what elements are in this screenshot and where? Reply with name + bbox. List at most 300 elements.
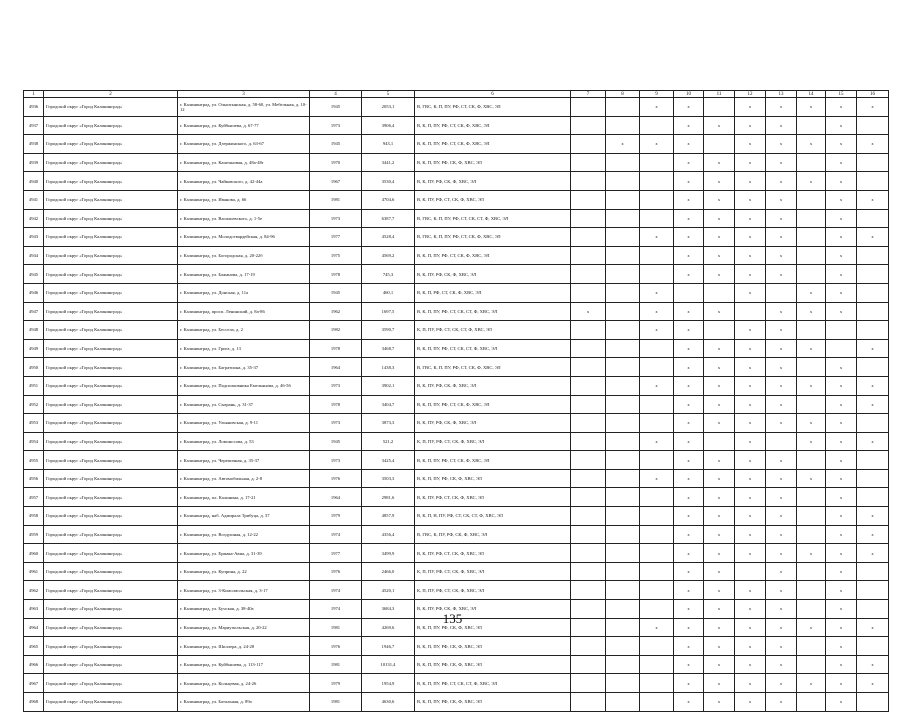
mark-col-7 [571, 581, 606, 600]
mark-col-7 [571, 655, 606, 674]
mark-col-9 [640, 190, 674, 209]
mark-col-11: x [704, 116, 735, 135]
mark-col-12: x [735, 451, 766, 470]
year-cell: 1964 [310, 488, 362, 507]
mark-col-16: x [857, 655, 889, 674]
table-row [24, 339, 889, 358]
mark-col-13: x [766, 507, 797, 526]
row-number: 4943 [24, 228, 44, 247]
mark-col-12: x [735, 265, 766, 284]
mark-col-16 [857, 693, 889, 712]
year-cell: 1982 [310, 321, 362, 340]
row-number: 4960 [24, 544, 44, 563]
area-cell: 2981,6 [362, 488, 415, 507]
row-number: 4951 [24, 376, 44, 395]
mark-col-15: x [826, 693, 857, 712]
row-number: 4955 [24, 451, 44, 470]
mark-col-7 [571, 116, 606, 135]
mark-col-14 [797, 581, 826, 600]
mark-col-15: x [826, 265, 857, 284]
row-number: 4940 [24, 172, 44, 191]
area-cell: 4356,4 [362, 525, 415, 544]
mark-col-15: x [826, 488, 857, 507]
row-number: 4959 [24, 525, 44, 544]
mark-col-11: x [704, 600, 735, 619]
mark-col-15: x [826, 581, 857, 600]
area-cell: 4520,1 [362, 581, 415, 600]
mark-col-11: x [704, 228, 735, 247]
mark-col-7 [571, 153, 606, 172]
mark-col-8 [606, 693, 640, 712]
table-row [24, 655, 889, 674]
year-cell: 1962 [310, 302, 362, 321]
year-cell: 1978 [310, 265, 362, 284]
municipality-cell: Городской округ «Город Калининград» [44, 432, 178, 451]
address-cell: г. Калининград, ул. Васильевского, д. 1-5е [178, 209, 310, 228]
municipality-cell: Городской округ «Город Калининград» [44, 581, 178, 600]
mark-col-12: x [735, 618, 766, 637]
mark-col-16: x [857, 228, 889, 247]
area-cell: 3503,3 [362, 469, 415, 488]
municipality-cell: Городской округ «Город Калининград» [44, 693, 178, 712]
mark-col-10: x [674, 414, 704, 433]
area-cell: 3499,9 [362, 544, 415, 563]
mark-col-12: x [735, 414, 766, 433]
address-cell: г. Калининград, ул. Ермака-Авиа, д. 31-39 [178, 544, 310, 563]
mark-col-16: x [857, 507, 889, 526]
column-number: 14 [797, 91, 826, 98]
row-number: 4964 [24, 618, 44, 637]
mark-col-16 [857, 469, 889, 488]
area-cell: 4630,6 [362, 693, 415, 712]
mark-col-10: x [674, 321, 704, 340]
mark-col-12 [735, 562, 766, 581]
mark-col-9 [640, 693, 674, 712]
mark-col-14 [797, 693, 826, 712]
year-cell: 1975 [310, 246, 362, 265]
mark-col-9 [640, 209, 674, 228]
mark-col-14: x [797, 283, 826, 302]
address-cell: г. Калининград, ул. 3-Комсомольская, д. 3-17 [178, 581, 310, 600]
municipality-cell: Городской округ «Город Калининград» [44, 544, 178, 563]
table-row [24, 116, 889, 135]
mark-col-15: x [826, 190, 857, 209]
mark-col-9 [640, 562, 674, 581]
mark-col-12: x [735, 321, 766, 340]
mark-col-14: x [797, 302, 826, 321]
mark-col-13: x [766, 637, 797, 656]
row-number: 4937 [24, 116, 44, 135]
year-cell: 1976 [310, 469, 362, 488]
mark-col-14 [797, 507, 826, 526]
table-row [24, 135, 889, 154]
mark-col-11: x [704, 674, 735, 693]
mark-col-11: x [704, 507, 735, 526]
mark-col-13: x [766, 414, 797, 433]
table-row [24, 209, 889, 228]
mark-col-7 [571, 228, 606, 247]
mark-col-9: x [640, 228, 674, 247]
mark-col-8 [606, 190, 640, 209]
mark-col-14 [797, 321, 826, 340]
mark-col-8: x [606, 135, 640, 154]
address-cell: г. Калининград, ул. Грига, д. 13 [178, 339, 310, 358]
column-number: 16 [857, 91, 889, 98]
mark-col-9 [640, 414, 674, 433]
mark-col-13: x [766, 618, 797, 637]
mark-col-9 [640, 339, 674, 358]
mark-col-15: x [826, 674, 857, 693]
mark-col-11: x [704, 302, 735, 321]
table-row [24, 265, 889, 284]
mark-col-11 [704, 432, 735, 451]
mark-col-11: x [704, 265, 735, 284]
mark-col-15: x [826, 116, 857, 135]
mark-col-14: x [797, 339, 826, 358]
mark-col-13 [766, 432, 797, 451]
column-number: 15 [826, 91, 857, 98]
mark-col-15 [826, 339, 857, 358]
table-row [24, 414, 889, 433]
mark-col-11 [704, 283, 735, 302]
mark-col-13: x [766, 246, 797, 265]
column-number: 12 [735, 91, 766, 98]
mark-col-15: x [826, 302, 857, 321]
address-cell: г. Калининград, ул. Ольштынская, д. 58-60, ул. Мебельная, д. 10-12 [178, 98, 310, 117]
mark-col-13: x [766, 98, 797, 117]
mark-col-7 [571, 432, 606, 451]
work-types-cell: В, ГВС, К, П, ПУ, РФ, СТ, СК, Ф, ХВС, ЭЛ [415, 358, 571, 377]
mark-col-14 [797, 358, 826, 377]
mark-col-15 [826, 321, 857, 340]
address-cell: г. Калининград, ул. Бучская, д. 38-40а [178, 600, 310, 619]
area-cell: 745,3 [362, 265, 415, 284]
mark-col-15: x [826, 618, 857, 637]
mark-col-16: x [857, 674, 889, 693]
mark-col-8 [606, 302, 640, 321]
area-cell: 3590,7 [362, 321, 415, 340]
mark-col-8 [606, 283, 640, 302]
mark-col-14 [797, 116, 826, 135]
mark-col-11: x [704, 339, 735, 358]
mark-col-11: x [704, 451, 735, 470]
address-cell: г. Калининград, ул. Ломоносова, д. 53 [178, 432, 310, 451]
mark-col-8 [606, 488, 640, 507]
municipality-cell: Городской округ «Город Калининград» [44, 321, 178, 340]
mark-col-7 [571, 469, 606, 488]
column-number: 7 [571, 91, 606, 98]
area-cell: 3684,3 [362, 600, 415, 619]
mark-col-11: x [704, 544, 735, 563]
mark-col-10: x [674, 209, 704, 228]
column-number: 3 [178, 91, 310, 98]
address-cell: г. Калининград, ул. Шиллера, д. 24-28 [178, 637, 310, 656]
mark-col-15: x [826, 600, 857, 619]
row-number: 4958 [24, 507, 44, 526]
year-cell: 1981 [310, 190, 362, 209]
mark-col-11: x [704, 172, 735, 191]
mark-col-13: x [766, 135, 797, 154]
mark-col-16: x [857, 395, 889, 414]
work-types-cell: К, П, ПУ, РФ, СТ, СК, СТ, Ф, ХВС, ЭЛ [415, 321, 571, 340]
mark-col-10: x [674, 246, 704, 265]
year-cell: 1973 [310, 376, 362, 395]
mark-col-13: x [766, 395, 797, 414]
mark-col-10: x [674, 655, 704, 674]
mark-col-7 [571, 376, 606, 395]
municipality-cell: Городской округ «Город Калининград» [44, 153, 178, 172]
column-number: 6 [415, 91, 571, 98]
mark-col-9 [640, 358, 674, 377]
area-cell: 2053,1 [362, 98, 415, 117]
mark-col-13: x [766, 451, 797, 470]
mark-col-16 [857, 414, 889, 433]
year-cell: 1945 [310, 283, 362, 302]
row-number: 4952 [24, 395, 44, 414]
mark-col-16 [857, 488, 889, 507]
work-types-cell: В, К, П, ПУ, РФ, СК, Ф, ХВС, ЭЛ [415, 637, 571, 656]
mark-col-12: x [735, 507, 766, 526]
mark-col-10: x [674, 507, 704, 526]
mark-col-12: x [735, 395, 766, 414]
year-cell: 1945 [310, 135, 362, 154]
table-row [24, 507, 889, 526]
row-number: 4948 [24, 321, 44, 340]
mark-col-14: x [797, 618, 826, 637]
mark-col-12: x [735, 581, 766, 600]
mark-col-16 [857, 358, 889, 377]
mark-col-12: x [735, 525, 766, 544]
year-cell: 1977 [310, 544, 362, 563]
mark-col-9 [640, 451, 674, 470]
address-cell: г. Калининград, ул. Чайковского, д. 42-44а [178, 172, 310, 191]
address-cell: г. Калининград, ул. Кольцевая, д. 24-26 [178, 674, 310, 693]
mark-col-9: x [640, 376, 674, 395]
work-types-cell: В, К, ПУ, РФ, СТ, СК, Ф, ХВС, ЭЛ [415, 488, 571, 507]
page-number: 135 [442, 611, 463, 626]
mark-col-12: x [735, 358, 766, 377]
address-cell: г. Калининград, ул. Куйбышева, д. 113-117 [178, 655, 310, 674]
mark-col-16: x [857, 432, 889, 451]
row-number: 4968 [24, 693, 44, 712]
address-cell: г. Калининград, ул. Черепичная, д. 35-37 [178, 451, 310, 470]
mark-col-7 [571, 451, 606, 470]
table-row [24, 190, 889, 209]
municipality-cell: Городской округ «Город Калининград» [44, 246, 178, 265]
work-types-cell: В, ГВС, К, П, ПУ, РФ, СТ, СК, Ф, ХВС, ЭЛ [415, 98, 571, 117]
mark-col-7 [571, 525, 606, 544]
mark-col-8 [606, 376, 640, 395]
year-cell: 1973 [310, 209, 362, 228]
mark-col-13: x [766, 525, 797, 544]
mark-col-14: x [797, 544, 826, 563]
work-types-cell: В, К, П, ПУ, РФ, СТ, СК, Ф, ХВС, ЭЛ [415, 116, 571, 135]
address-cell: г. Калининград, ул. Бессела, д. 2 [178, 321, 310, 340]
municipality-cell: Городской округ «Город Калининград» [44, 674, 178, 693]
row-number: 4965 [24, 637, 44, 656]
mark-col-14: x [797, 135, 826, 154]
mark-col-13: x [766, 116, 797, 135]
mark-col-11: x [704, 693, 735, 712]
area-cell: 4704,6 [362, 190, 415, 209]
work-types-cell: В, К, ПУ, РФ, СТ, СК, Ф, ХВС, ЭЛ [415, 544, 571, 563]
mark-col-14: x [797, 414, 826, 433]
work-types-cell: В, ГВС, К, П, ПУ, РФ, СТ, СК, СТ, Ф, ХВС, ЭЛ [415, 209, 571, 228]
mark-col-13: x [766, 376, 797, 395]
mark-col-9: x [640, 135, 674, 154]
mark-col-10: x [674, 693, 704, 712]
mark-col-14 [797, 655, 826, 674]
mark-col-14 [797, 246, 826, 265]
address-cell: г. Калининград, ул. Подполковника Емельянова, д. 46-56 [178, 376, 310, 395]
mark-col-12: x [735, 637, 766, 656]
mark-col-8 [606, 525, 640, 544]
table-row [24, 358, 889, 377]
mark-col-14: x [797, 98, 826, 117]
mark-col-11: x [704, 153, 735, 172]
area-cell: 4528,4 [362, 228, 415, 247]
mark-col-14: x [797, 172, 826, 191]
mark-col-8 [606, 339, 640, 358]
mark-col-10: x [674, 302, 704, 321]
column-number-row [24, 91, 889, 98]
work-types-cell: В, К, П, ПУ, РФ, СК, Ф, ХВС, ЭЛ [415, 153, 571, 172]
mark-col-7 [571, 562, 606, 581]
mark-col-10: x [674, 600, 704, 619]
mark-col-10: x [674, 525, 704, 544]
mark-col-10: x [674, 172, 704, 191]
year-cell: 1945 [310, 98, 362, 117]
mark-col-9 [640, 655, 674, 674]
mark-col-7 [571, 246, 606, 265]
work-types-cell: В, К, ПУ, РФ, СК, Ф, ХВС, ЭЛ [415, 600, 571, 619]
work-types-cell: В, К, П, ПУ, РФ, СТ, СК, СТ, Ф, ХВС, ЭЛ [415, 674, 571, 693]
table-row [24, 376, 889, 395]
mark-col-12: x [735, 544, 766, 563]
mark-col-16 [857, 283, 889, 302]
area-cell: 10131,4 [362, 655, 415, 674]
mark-col-13: x [766, 172, 797, 191]
mark-col-15: x [826, 655, 857, 674]
work-types-cell: В, К, ПУ, РФ, СК, Ф, ХВС, ЭЛ [415, 376, 571, 395]
year-cell: 1973 [310, 414, 362, 433]
mark-col-16: x [857, 339, 889, 358]
address-cell: г. Калининград, ул. Куприна, д. 22 [178, 562, 310, 581]
work-types-cell: В, К, П, ПУ, РФ, СК, Ф, ХВС, ЭЛ [415, 469, 571, 488]
mark-col-15: x [826, 562, 857, 581]
mark-col-8 [606, 358, 640, 377]
mark-col-8 [606, 98, 640, 117]
mark-col-7 [571, 507, 606, 526]
area-cell: 3873,3 [362, 414, 415, 433]
mark-col-8 [606, 321, 640, 340]
area-cell: 4269,6 [362, 618, 415, 637]
mark-col-10: x [674, 339, 704, 358]
mark-col-16 [857, 265, 889, 284]
mark-col-15: x [826, 358, 857, 377]
table-row [24, 432, 889, 451]
area-cell: 4857,9 [362, 507, 415, 526]
mark-col-13: x [766, 153, 797, 172]
mark-col-8 [606, 507, 640, 526]
year-cell: 1979 [310, 507, 362, 526]
mark-col-8 [606, 395, 640, 414]
mark-col-10: x [674, 376, 704, 395]
work-types-cell: В, К, ПУ, РФ, СК, Ф, ХВС, ЭЛ [415, 265, 571, 284]
table-row [24, 562, 889, 581]
table-row [24, 469, 889, 488]
mark-col-7 [571, 283, 606, 302]
year-cell: 1976 [310, 637, 362, 656]
mark-col-15: x [826, 283, 857, 302]
mark-col-13: x [766, 321, 797, 340]
mark-col-9 [640, 507, 674, 526]
address-cell: г. Калининград, пл. Калинина, д. 17-21 [178, 488, 310, 507]
mark-col-8 [606, 544, 640, 563]
address-cell: г. Калининград, ул. Ульяновская, д. 9-11 [178, 414, 310, 433]
work-types-cell: В, К, П, ПУ, РФ, СК, Ф, ХВС, ЭЛ [415, 655, 571, 674]
mark-col-12: x [735, 432, 766, 451]
mark-col-16: x [857, 525, 889, 544]
mark-col-10: x [674, 395, 704, 414]
table-row [24, 98, 889, 117]
mark-col-16 [857, 209, 889, 228]
row-number: 4954 [24, 432, 44, 451]
year-cell: 1981 [310, 655, 362, 674]
mark-col-11: x [704, 525, 735, 544]
address-cell: г. Калининград, ул. Богородская, д. 20-22б [178, 246, 310, 265]
mark-col-15: x [826, 209, 857, 228]
mark-col-11: x [704, 190, 735, 209]
mark-col-14: x [797, 376, 826, 395]
mark-col-14: x [797, 432, 826, 451]
area-cell: 1697,5 [362, 302, 415, 321]
mark-col-14 [797, 562, 826, 581]
mark-col-10: x [674, 544, 704, 563]
mark-col-16: x [857, 135, 889, 154]
mark-col-12: x [735, 116, 766, 135]
mark-col-16: x [857, 98, 889, 117]
mark-col-13: x [766, 581, 797, 600]
mark-col-12: x [735, 153, 766, 172]
mark-col-7 [571, 209, 606, 228]
row-number: 4947 [24, 302, 44, 321]
area-cell: 1438,3 [362, 358, 415, 377]
mark-col-9 [640, 116, 674, 135]
mark-col-14 [797, 525, 826, 544]
municipality-cell: Городской округ «Город Калининград» [44, 637, 178, 656]
area-cell: 4569,2 [362, 246, 415, 265]
mark-col-13: x [766, 228, 797, 247]
mark-col-15: x [826, 525, 857, 544]
mark-col-8 [606, 246, 640, 265]
mark-col-15: x [826, 451, 857, 470]
column-number: 8 [606, 91, 640, 98]
mark-col-15: x [826, 395, 857, 414]
mark-col-9 [640, 265, 674, 284]
address-cell: г. Калининград, ул. Куйбышева, д. 67-77 [178, 116, 310, 135]
table-row [24, 581, 889, 600]
address-cell: г. Калининград, ул. Сызрань, д. 31-37 [178, 395, 310, 414]
mark-col-8 [606, 655, 640, 674]
year-cell: 1974 [310, 525, 362, 544]
mark-col-11 [704, 98, 735, 117]
area-cell: 2466,0 [362, 562, 415, 581]
mark-col-12: x [735, 135, 766, 154]
mark-col-7 [571, 98, 606, 117]
year-cell: 1981 [310, 618, 362, 637]
row-number: 4944 [24, 246, 44, 265]
